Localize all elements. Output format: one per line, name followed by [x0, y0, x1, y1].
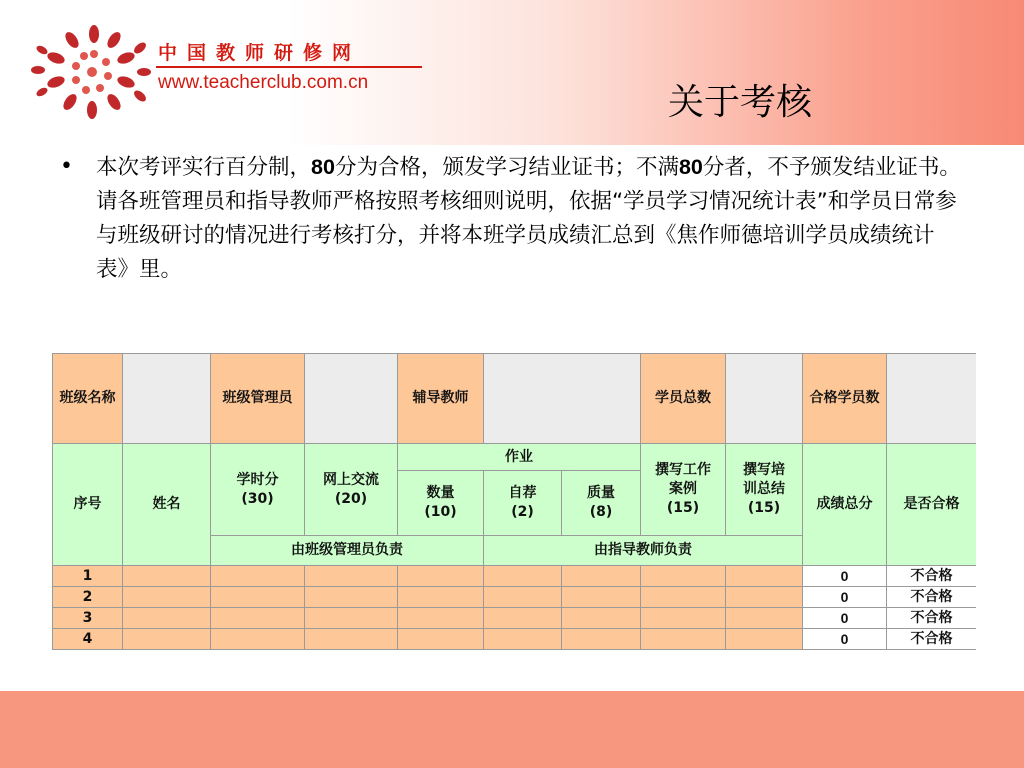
- col-recommend-header: 自荐 (2): [484, 471, 562, 536]
- total-students-value[interactable]: [726, 354, 803, 444]
- col-summary-header: 撰写培 训总结 (15): [726, 444, 803, 536]
- info-row: [53, 354, 977, 444]
- para-text-1: 本次考评实行百分制，: [96, 155, 312, 180]
- cell-total: 0: [803, 608, 887, 629]
- col-hours-header: 学时分 (30): [211, 444, 305, 536]
- slide-header: [0, 0, 1024, 145]
- slide-footer-band: [0, 691, 1024, 768]
- cell-hours[interactable]: [211, 566, 305, 587]
- col-seq-header: 序号: [53, 444, 123, 566]
- cell-summary[interactable]: [726, 608, 803, 629]
- cell-total: 0: [803, 629, 887, 650]
- passed-students-value[interactable]: [887, 354, 977, 444]
- cell-quality[interactable]: [562, 566, 641, 587]
- cell-recommend[interactable]: [484, 566, 562, 587]
- teacherclub-logo-icon: [28, 22, 158, 122]
- passed-students-label: 合格学员数: [803, 354, 887, 444]
- brand-name: 中国教师研修网: [158, 42, 362, 64]
- cell-pass: 不合格: [887, 587, 977, 608]
- class-name-value[interactable]: [123, 354, 211, 444]
- class-admin-value[interactable]: [305, 354, 398, 444]
- brand-url: www.teacherclub.com.cn: [158, 72, 369, 93]
- col-pass-header: 是否合格: [887, 444, 977, 566]
- cell-online[interactable]: [305, 587, 398, 608]
- cell-name[interactable]: [123, 629, 211, 650]
- cell-count[interactable]: [398, 587, 484, 608]
- para-text-3: 分者，不予颁发结业证书。请各班管理员和指导教师严格按照考核细则说明，依据“学员学习情况统计表”和学员日常参与班级研讨的情况进行考核打分，并将本班学员成绩汇总到《焦作师德培训学员成绩统计表》里。: [96, 155, 961, 282]
- class-name-label: 班级名称: [53, 354, 123, 444]
- cell-name[interactable]: [123, 566, 211, 587]
- cell-hours[interactable]: [211, 629, 305, 650]
- cell-case[interactable]: [641, 629, 726, 650]
- cell-hours[interactable]: [211, 587, 305, 608]
- bullet-dot: •: [60, 154, 73, 179]
- cell-count[interactable]: [398, 608, 484, 629]
- col-case-header: 撰写工作 案例 (15): [641, 444, 726, 536]
- cell-quality[interactable]: [562, 608, 641, 629]
- tutor-label: 辅导教师: [398, 354, 484, 444]
- table-row: [53, 566, 977, 587]
- table-row: [53, 608, 977, 629]
- cell-hours[interactable]: [211, 608, 305, 629]
- cell-count[interactable]: [398, 629, 484, 650]
- cell-pass: 不合格: [887, 608, 977, 629]
- cell-online[interactable]: [305, 608, 398, 629]
- cell-online[interactable]: [305, 566, 398, 587]
- row-seq: 3: [53, 608, 123, 629]
- row-seq: 2: [53, 587, 123, 608]
- cell-summary[interactable]: [726, 629, 803, 650]
- para-text-2: 分为合格，颁发学习结业证书；不满: [334, 155, 679, 180]
- score-table: [52, 353, 976, 650]
- col-online-header: 网上交流 (20): [305, 444, 398, 536]
- cell-total: 0: [803, 587, 887, 608]
- score-table-image: [52, 353, 976, 655]
- cell-case[interactable]: [641, 608, 726, 629]
- slide-title: 关于考核: [668, 82, 813, 123]
- tutor-responsible-label: 由指导教师负责: [484, 536, 803, 566]
- cell-name[interactable]: [123, 608, 211, 629]
- cell-pass: 不合格: [887, 629, 977, 650]
- row-seq: 4: [53, 629, 123, 650]
- col-quality-header: 质量 (8): [562, 471, 641, 536]
- cell-total: 0: [803, 566, 887, 587]
- cell-summary[interactable]: [726, 587, 803, 608]
- col-homework-header: 作业: [398, 444, 641, 471]
- cell-count[interactable]: [398, 566, 484, 587]
- cell-recommend[interactable]: [484, 608, 562, 629]
- cell-online[interactable]: [305, 629, 398, 650]
- col-name-header: 姓名: [123, 444, 211, 566]
- col-total-header: 成绩总分: [803, 444, 887, 566]
- cell-name[interactable]: [123, 587, 211, 608]
- header-row-1: [53, 444, 977, 471]
- para-number-2: 80: [678, 155, 703, 179]
- col-count-header: 数量 (10): [398, 471, 484, 536]
- cell-quality[interactable]: [562, 587, 641, 608]
- brand-underline: [156, 66, 422, 68]
- admin-responsible-label: 由班级管理员负责: [211, 536, 484, 566]
- cell-case[interactable]: [641, 587, 726, 608]
- row-seq: 1: [53, 566, 123, 587]
- table-row: [53, 629, 977, 650]
- cell-pass: 不合格: [887, 566, 977, 587]
- cell-case[interactable]: [641, 566, 726, 587]
- class-admin-label: 班级管理员: [211, 354, 305, 444]
- cell-recommend[interactable]: [484, 629, 562, 650]
- cell-summary[interactable]: [726, 566, 803, 587]
- para-number-1: 80: [311, 155, 335, 179]
- tutor-value[interactable]: [484, 354, 641, 444]
- table-row: [53, 587, 977, 608]
- cell-recommend[interactable]: [484, 587, 562, 608]
- cell-quality[interactable]: [562, 629, 641, 650]
- bullet-paragraph: [96, 150, 966, 287]
- total-students-label: 学员总数: [641, 354, 726, 444]
